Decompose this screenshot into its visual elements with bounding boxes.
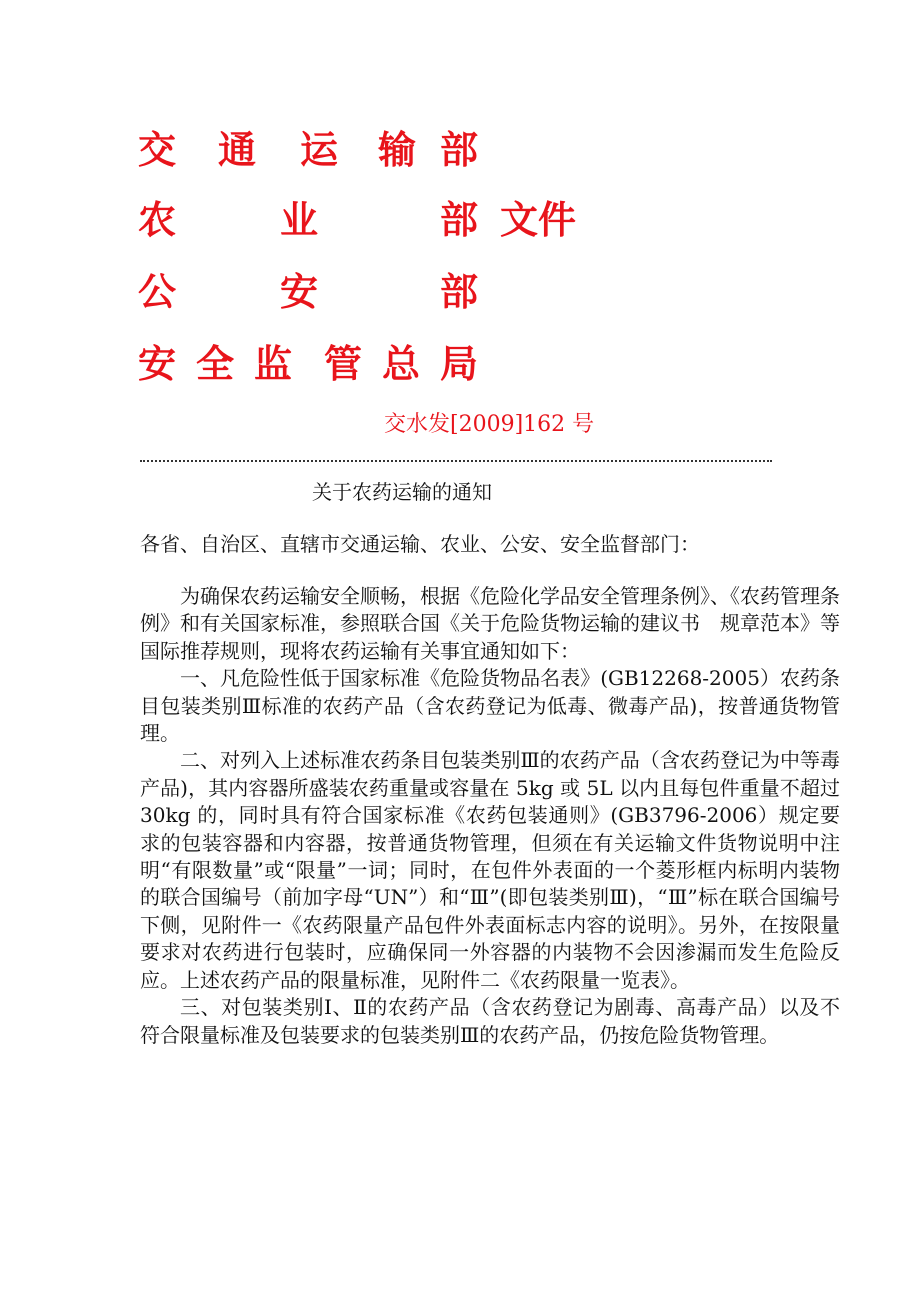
letterhead-char: 管	[324, 342, 363, 386]
letterhead-char: 部	[440, 198, 479, 242]
paragraph-intro: 为确保农药运输安全顺畅，根据《危险化学品安全管理条例》、《农药管理条例》和有关国家标准，参照联合国《关于危险货物运输的建议书 规章范本》等国际推荐规则，现将农药运输有关事宜通知如下：	[140, 584, 840, 663]
paragraph-item-3: 三、对包装类别Ⅰ、Ⅱ的农药产品（含农药登记为剧毒、高毒产品）以及不符合限量标准及包装要求的包装类别Ⅲ的农药产品，仍按危险货物管理。	[140, 995, 840, 1047]
letterhead-line-transport	[138, 126, 738, 174]
letterhead-char: 通	[218, 128, 257, 172]
paragraph-item-2: 二、对列入上述标准农药条目包装类别Ⅲ的农药产品（含农药登记为中等毒产品)，其内容器所盛装农药重量或容量在 5kg 或 5L 以内且每包件重量不超过 30kg 的，同时具有符合国家标准《农药包装通则》(GB3796-2006）规定要求的包装容器和内容器，按普通货物管理，但须在有关运输文件货物说明中注明“有限数量”或“限量”一词；同时，在包件外表面的一个菱形框内标明内装物的联合国编号（前加字母“UN”）和“Ⅲ”(即包装类别Ⅲ)，“Ⅲ”标在联合国编号下侧，见附件一《农药限量产品包件外表面标志内容的说明》。另外，在按限量要求对农药进行包装时，应确保同一外容器的内装物不会因渗漏而发生危险反应。上述农药产品的限量标准，见附件二《农药限量一览表》。	[140, 748, 840, 992]
paragraph-item-1: 一、凡危险性低于国家标准《危险货物品名表》(GB12268-2005）农药条目包装类别Ⅲ标准的农药产品（含农药登记为低毒、微毒产品)，按普通货物管理。	[140, 666, 840, 746]
letterhead-char: 总	[382, 342, 421, 386]
letterhead-char: 全	[196, 342, 235, 386]
letterhead-char: 业	[280, 198, 319, 242]
dotted-divider	[140, 460, 772, 462]
letterhead-char: 安	[138, 342, 177, 386]
letterhead-char: 输	[378, 128, 417, 172]
letterhead-char: 安	[280, 270, 319, 314]
letterhead-char: 运	[300, 128, 339, 172]
document-number: 交水发[2009]162 号	[384, 412, 595, 437]
notice-body	[140, 583, 840, 1049]
letterhead-char: 农	[138, 198, 177, 242]
letterhead-suffix: 文件	[500, 198, 577, 242]
letterhead-char: 部	[440, 128, 479, 172]
letterhead-char: 监	[254, 342, 293, 386]
letterhead-line-safety	[138, 340, 738, 388]
letterhead-line-public-security	[138, 268, 738, 316]
letterhead-char: 交	[138, 128, 177, 172]
letterhead-char: 公	[138, 270, 177, 314]
letterhead-char: 局	[440, 342, 479, 386]
letterhead-char: 部	[440, 270, 479, 314]
addressee-line: 各省、自治区、直辖市交通运输、农业、公安、安全监督部门：	[140, 532, 700, 556]
letterhead-line-agriculture	[138, 196, 738, 244]
notice-title: 关于农药运输的通知	[312, 480, 492, 504]
